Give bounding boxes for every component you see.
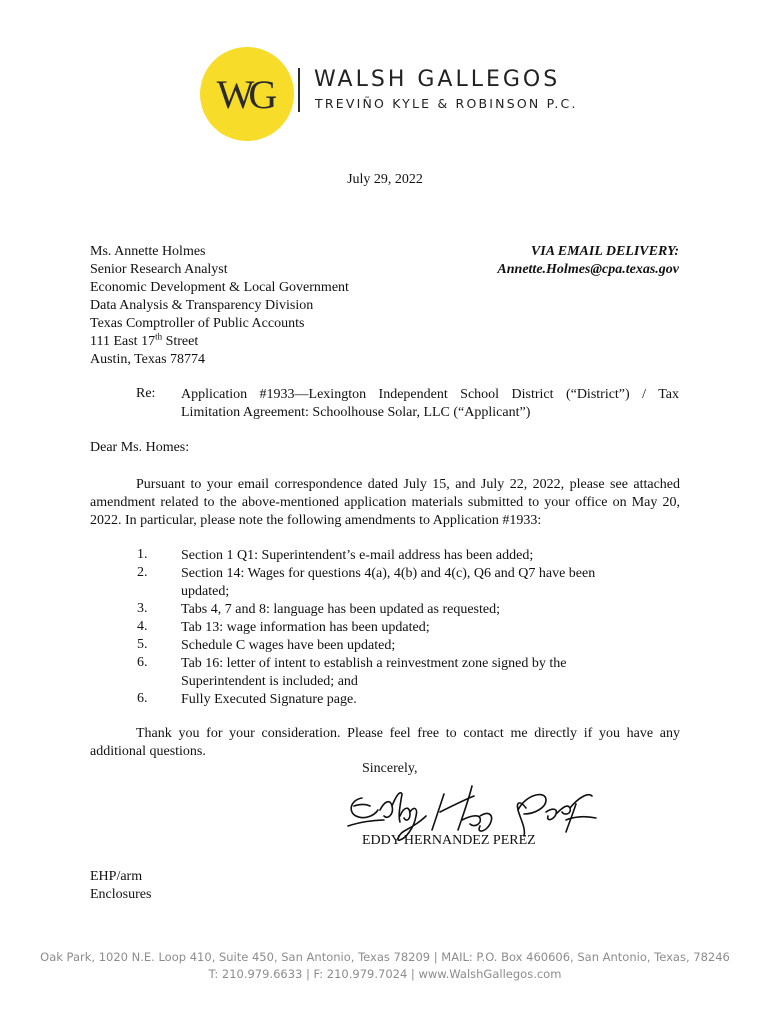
re-subject xyxy=(181,386,679,422)
list-item-text: Section 1 Q1: Superintendent’s e-mail address has been added; xyxy=(181,548,534,563)
typist-initials: EHP/arm xyxy=(90,869,143,884)
list-item-text: Tab 16: letter of intent to establish a reinvestment zone signed by the Superintendent is included; and xyxy=(181,656,567,689)
list-item-number: 6. xyxy=(137,655,148,670)
list-item-text: Section 14: Wages for questions 4(a), 4(b) and 4(c), Q6 and Q7 have been updated; xyxy=(181,566,596,599)
logo-monogram: WG xyxy=(216,71,272,117)
list-item-number: 5. xyxy=(137,637,148,652)
recipient-street: 111 East 17th Street xyxy=(90,331,199,349)
enclosures-note: Enclosures xyxy=(90,887,152,902)
letter-date: July 29, 2022 xyxy=(347,172,423,187)
recipient-title: Senior Research Analyst xyxy=(90,262,228,277)
list-item-text: Schedule C wages have been updated; xyxy=(181,638,396,653)
list-item-number: 3. xyxy=(137,601,148,616)
body-paragraph-2: Thank you for your consideration. Please feel free to contact me directly if you have any additional questions. xyxy=(90,726,680,759)
list-item-text: Fully Executed Signature page. xyxy=(181,692,357,707)
salutation: Dear Ms. Homes: xyxy=(90,440,190,455)
re-line-2: Limitation Agreement: Schoolhouse Solar, LLC (“Applicant”) xyxy=(181,405,531,420)
list-item-number: 2. xyxy=(137,565,148,580)
list-item-number: 6. xyxy=(137,691,148,706)
list-item-text: Tab 13: wage information has been updated; xyxy=(181,620,430,635)
list-item-text: Tabs 4, 7 and 8: language has been updated as requested; xyxy=(181,602,500,617)
footer-address: Oak Park, 1020 N.E. Loop 410, Suite 450, San Antonio, Texas 78209 | MAIL: P.O. Box 460606, San Antonio, Texas, 78246 xyxy=(40,950,730,964)
delivery-email[interactable]: Annette.Holmes@cpa.texas.gov xyxy=(497,262,679,277)
recipient-division: Data Analysis & Transparency Division xyxy=(90,298,314,313)
firm-logo xyxy=(200,47,294,141)
recipient-office: Texas Comptroller of Public Accounts xyxy=(90,316,305,331)
list-item-number: 1. xyxy=(137,547,148,562)
recipient-city: Austin, Texas 78774 xyxy=(90,352,206,367)
closing: Sincerely, xyxy=(362,761,418,776)
footer-contact: T: 210.979.6633 | F: 210.979.7024 | www.WalshGallegos.com xyxy=(208,967,562,981)
recipient-address xyxy=(90,243,349,369)
signer-name: EDDY HERNANDEZ PEREZ xyxy=(362,833,536,848)
reference-initials xyxy=(90,868,151,904)
letter-footer xyxy=(0,949,770,983)
logo-divider xyxy=(298,68,300,112)
firm-subtitle: TREVIÑO KYLE & ROBINSON P.C. xyxy=(315,96,578,111)
re-line-1: Application #1933—Lexington Independent School District (“District”) / Tax xyxy=(181,387,679,402)
recipient-department: Economic Development & Local Government xyxy=(90,280,349,295)
delivery-method: VIA EMAIL DELIVERY: xyxy=(530,244,679,259)
body-paragraph-1: Pursuant to your email correspondence dated July 15, and July 22, 2022, please see attached amendment related to the above-mentioned application materials submitted to your office on May 20, 2022. In particular, please note the following amendments to Application #1933: xyxy=(90,477,680,528)
list-item-number: 4. xyxy=(137,619,148,634)
recipient-name: Ms. Annette Holmes xyxy=(90,244,206,259)
delivery-block xyxy=(497,243,679,279)
re-label: Re: xyxy=(136,386,156,401)
firm-name: WALSH GALLEGOS xyxy=(314,67,561,92)
